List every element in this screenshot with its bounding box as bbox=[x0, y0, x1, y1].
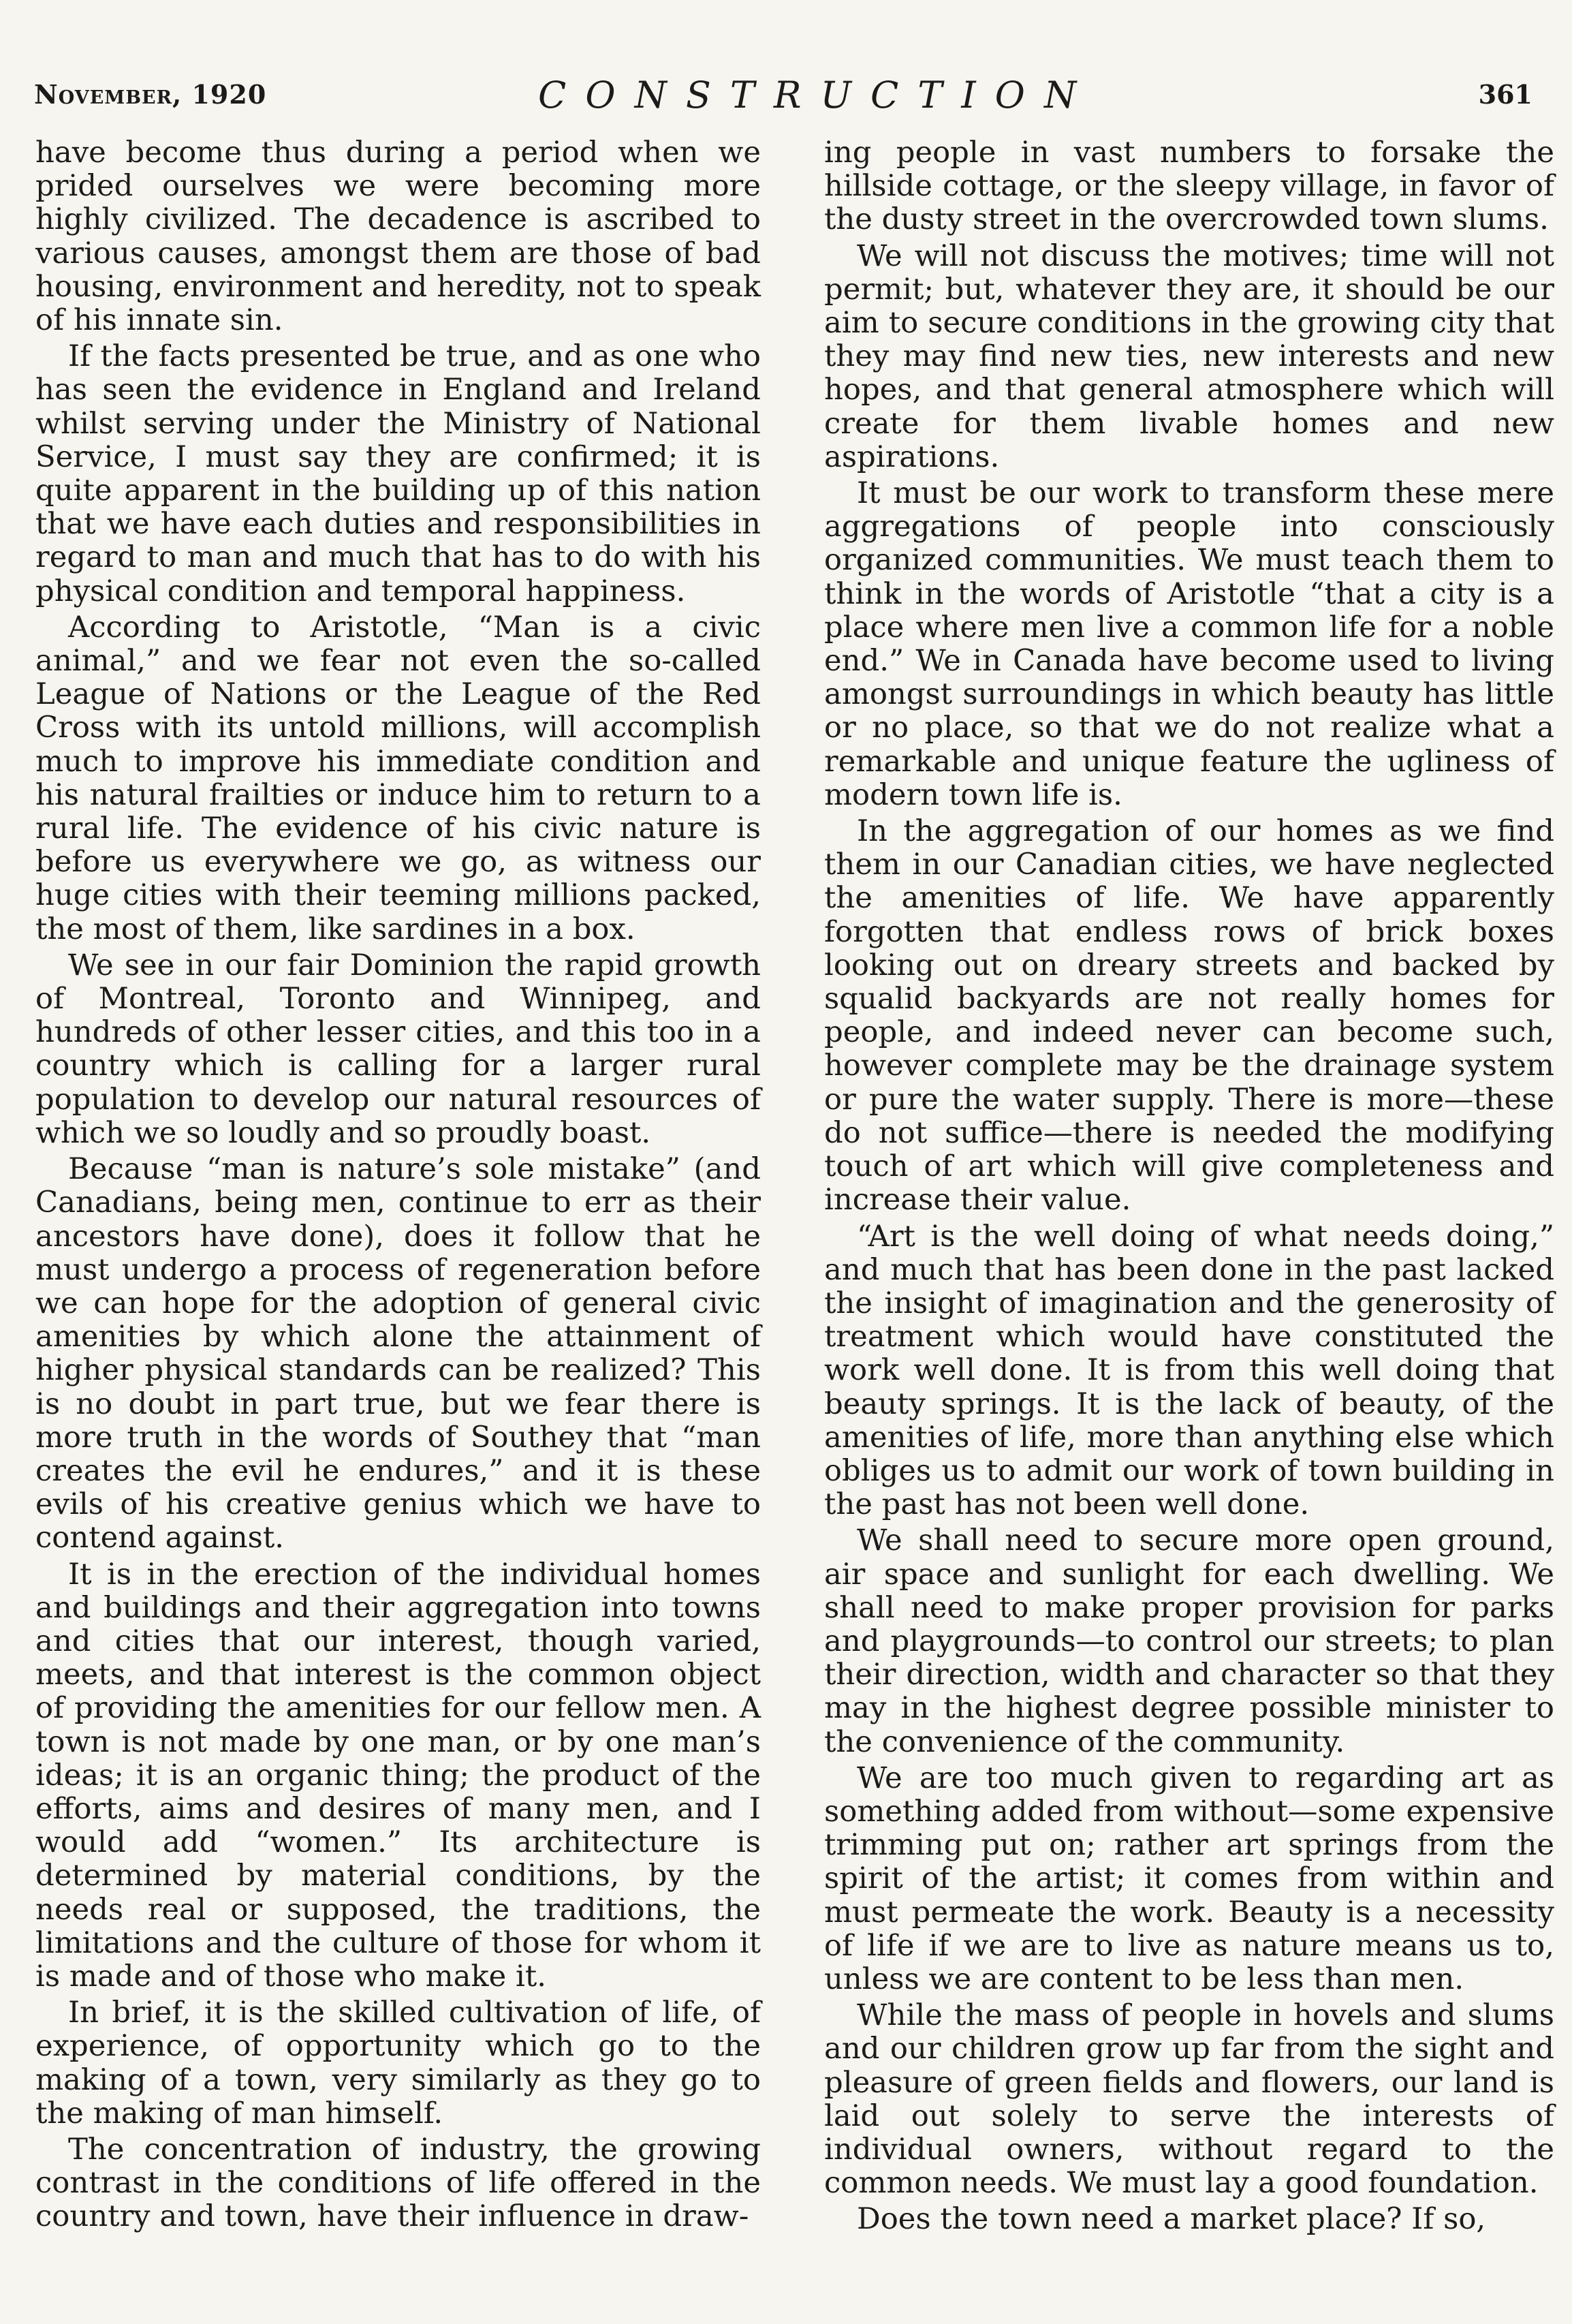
paragraph: We see in our fair Dominion the rapid growth of Montreal, Toronto and Winnipeg, and hundreds of other lesser cities, and this too in a country which is calling for a larger rural population to develop our natural resources of which we so loudly and so proudly boast. bbox=[35, 948, 761, 1150]
page-header bbox=[34, 74, 1532, 121]
paragraph: While the mass of people in hovels and slums and our children grow up far from the sight and pleasure of green fields and flowers, our land is laid out solely to serve the interests of individual owners, without regard to the common needs. We must lay a good foundation. bbox=[824, 1998, 1554, 2201]
paragraph: “Art is the well doing of what needs doing,” and much that has been done in the past lacked the insight of imagination and the generosity of treatment which would have constituted the work well done. It is from this well doing that beauty springs. It is the lack of beauty, of the amenities of life, more than anything else which obliges us to admit our work of town building in the past has not been well done. bbox=[824, 1219, 1554, 1522]
paragraph: In the aggregation of our homes as we find them in our Canadian cities, we have neglected the amenities of life. We have apparently forgotten that endless rows of brick boxes looking out on dreary streets and backed by squalid backyards are not really homes for people, and indeed never can become such, however complete may be the drainage system or pure the water supply. There is more—these do not suffice—there is needed the modifying touch of art which will give completeness and increase their value. bbox=[824, 814, 1554, 1218]
journal-title: CONSTRUCTION bbox=[538, 74, 1096, 117]
paragraph: It is in the erection of the individual homes and buildings and their aggregation into towns and cities that our interest, though varied, meets, and that interest is the common object of providing the amenities for our fellow men. A town is not made by one man, or by one man’s ideas; it is an organic thing; the product of the efforts, aims and desires of many men, and I would add “women.” Its architecture is determined by material conditions, by the needs real or supposed, the traditions, the limitations and the culture of those for whom it is made and of those who make it. bbox=[35, 1557, 761, 1994]
right-column bbox=[824, 136, 1554, 2240]
paragraph: have become thus during a period when we prided ourselves we were becoming more highly civilized. The decadence is ascribed to various causes, amongst them are those of bad housing, environment and heredity, not to speak of his innate sin. bbox=[35, 136, 761, 338]
issue-date: November, 1920 bbox=[34, 79, 267, 110]
paragraph: Does the town need a market place? If so, bbox=[857, 2202, 1486, 2237]
paragraph: ing people in vast numbers to forsake the hillside cottage, or the sleepy village, in favor of the dusty street in the overcrowded town slums. bbox=[824, 136, 1554, 237]
paragraph: Because “man is nature’s sole mistake” (and Canadians, being men, continue to err as their ancestors have done), does it follow that he must undergo a process of regeneration before we can hope for the adoption of general civic amenities by which alone the attainment of higher physical standards can be realized? This is no doubt in part true, but we fear there is more truth in the words of Southey that “man creates the evil he endures,” and it is these evils of his creative genius which we have to contend against. bbox=[35, 1152, 761, 1555]
paragraph: The concentration of industry, the growing contrast in the conditions of life offered in the country and town, have their influence in draw- bbox=[35, 2132, 761, 2234]
paragraph: If the facts presented be true, and as one who has seen the evidence in England and Ireland whilst serving under the Ministry of National Service, I must say they are confirmed; it is quite apparent in the building up of this nation that we have each duties and responsibilities in regard to man and much that has to do with his physical condition and temporal happiness. bbox=[35, 339, 761, 608]
paragraph: We are too much given to regarding art as something added from without—some expensive trimming put on; rather art springs from the spirit of the artist; it comes from within and must permeate the work. Beauty is a necessity of life if we are to live as nature means us to, unless we are content to be less than men. bbox=[824, 1761, 1554, 1996]
page-number: 361 bbox=[1478, 79, 1532, 110]
paragraph: We will not discuss the motives; time will not permit; but, whatever they are, it should be our aim to secure conditions in the growing city that they may find new ties, new interests and new hopes, and that general atmosphere which will create for them livable homes and new aspirations. bbox=[824, 238, 1554, 474]
paragraph: In brief, it is the skilled cultivation of life, of experience, of opportunity which go to the making of a town, very similarly as they go to the making of man himself. bbox=[35, 1996, 761, 2131]
paragraph: It must be our work to transform these mere aggregations of people into consciously organized communities. We must teach them to think in the words of Aristotle “that a city is a place where men live a common life for a noble end.” We in Canada have become used to living amongst surroundings in which beauty has little or no place, so that we do not realize what a remarkable and unique feature the ugliness of modern town life is. bbox=[824, 476, 1554, 812]
left-column bbox=[35, 136, 761, 2237]
paragraph: We shall need to secure more open ground, air space and sunlight for each dwelling. We shall need to make proper provision for parks and playgrounds—to control our streets; to plan their direction, width and character so that they may in the highest degree possible minister to the convenience of the community. bbox=[824, 1523, 1554, 1759]
paragraph: According to Aristotle, “Man is a civic animal,” and we fear not even the so-called League of Nations or the League of the Red Cross with its untold millions, will accomplish much to improve his immediate condition and his natural frailties or induce him to return to a rural life. The evidence of his civic nature is before us everywhere we go, as witness our huge cities with their teeming millions packed, the most of them, like sardines in a box. bbox=[35, 610, 761, 946]
